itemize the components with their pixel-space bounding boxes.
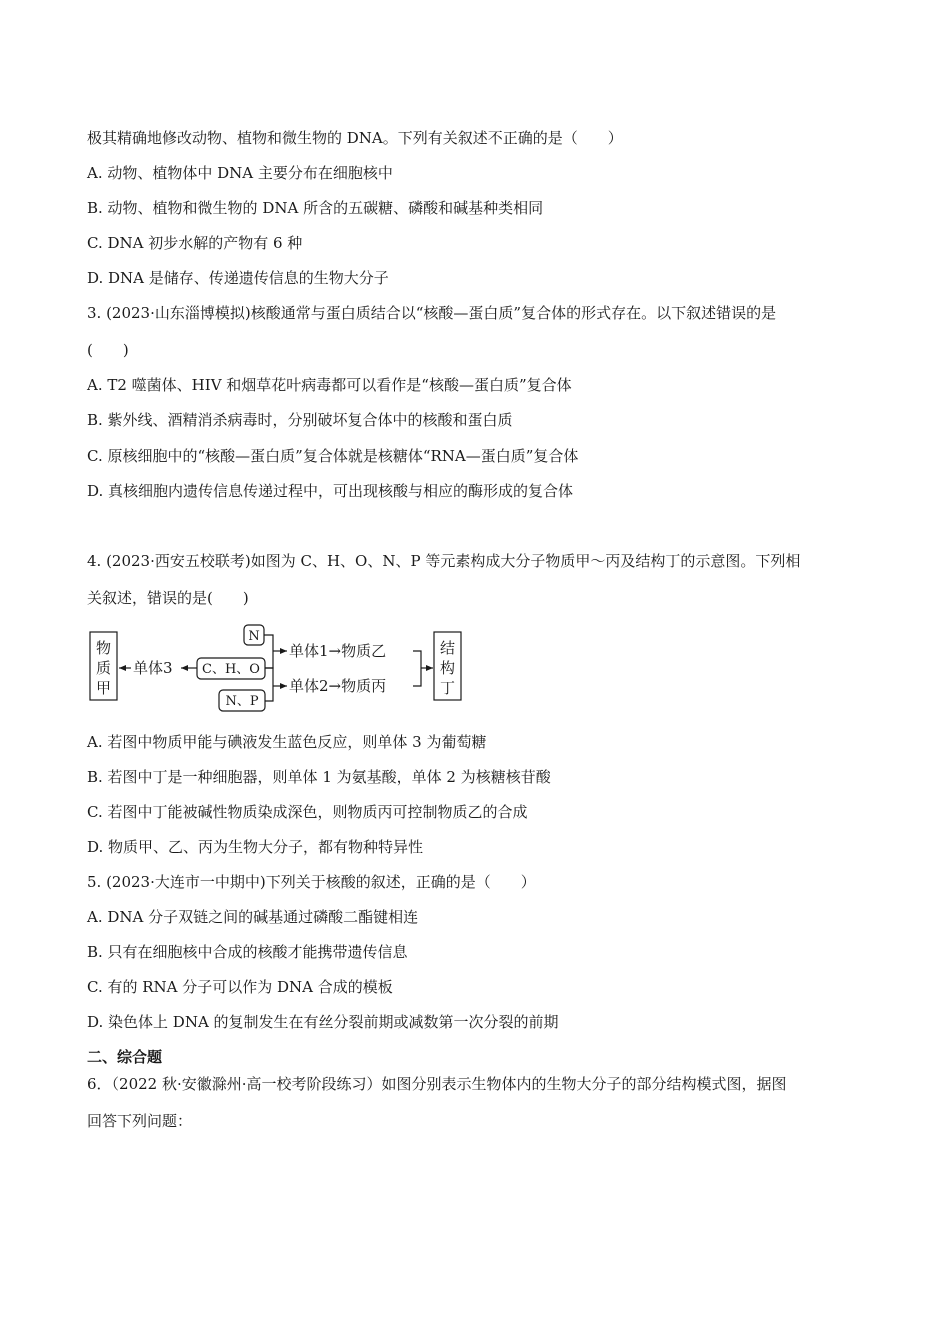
label-row2: 单体2→物质丙 (289, 677, 387, 695)
label-cho: C、H、O (202, 662, 260, 677)
q5-option-a: A. DNA 分子双链之间的碱基通过磷酸二酯键相连 (87, 908, 419, 926)
q2-option-d: D. DNA 是储存、传递遗传信息的生物大分子 (87, 269, 389, 287)
q3-option-b: B. 紫外线、酒精消杀病毒时，分别破坏复合体中的核酸和蛋白质 (87, 411, 513, 429)
q2-option-b: B. 动物、植物和微生物的 DNA 所含的五碳糖、磷酸和碱基种类相同 (87, 199, 544, 217)
q6-stem-line1: 6．（2022 秋·安徽滁州·高一校考阶段练习）如图分别表示生物体内的生物大分子的部分结构模式图，据图 (87, 1075, 787, 1093)
q4-stem-line1: 4. (2023·西安五校联考)如图为 C、H、O、N、P 等元素构成大分子物质甲～丙及结构丁的示意图。下列相 (87, 552, 801, 570)
bracket-right (413, 651, 421, 686)
box-jia-char-3: 甲 (95, 679, 112, 697)
q2-option-a: A. 动物、植物体中 DNA 主要分布在细胞核中 (87, 164, 393, 182)
element-composition-diagram (87, 622, 467, 714)
q5-option-c: C. 有的 RNA 分子可以作为 DNA 合成的模板 (87, 978, 393, 996)
q5-stem: 5. (2023·大连市一中期中)下列关于核酸的叙述，正确的是（ ） (87, 873, 536, 891)
q4-stem-line2: 关叙述，错误的是( ) (87, 589, 249, 607)
q5-option-b: B. 只有在细胞核中合成的核酸才能携带遗传信息 (87, 943, 408, 961)
label-n: N (248, 629, 260, 644)
q3-option-d: D. 真核细胞内遗传信息传递过程中，可出现核酸与相应的酶形成的复合体 (87, 482, 574, 500)
q2-option-c: C. DNA 初步水解的产物有 6 种 (87, 234, 303, 252)
section-heading-2: 二、综合题 (87, 1048, 163, 1066)
box-jia-char-1: 物 (95, 639, 112, 657)
box-ding-char-2: 构 (439, 659, 456, 677)
box-ding-char-1: 结 (439, 639, 456, 657)
q3-option-a: A. T2 噬菌体、HIV 和烟草花叶病毒都可以看作是“核酸—蛋白质”复合体 (87, 376, 572, 394)
q3-option-c: C. 原核细胞中的“核酸—蛋白质”复合体就是核糖体“RNA—蛋白质”复合体 (87, 447, 579, 465)
q4-option-d: D. 物质甲、乙、丙为生物大分子，都有物种特异性 (87, 838, 424, 856)
q4-option-c: C. 若图中丁能被碱性物质染成深色，则物质丙可控制物质乙的合成 (87, 803, 528, 821)
intro-tail: 极其精确地修改动物、植物和微生物的 DNA。下列有关叙述不正确的是（ ） (87, 129, 623, 147)
label-row1: 单体1→物质乙 (289, 642, 387, 660)
box-jia-char-2: 质 (95, 659, 112, 677)
q6-stem-line2: 回答下列问题： (87, 1112, 193, 1130)
label-danti3: 单体3 (133, 659, 173, 677)
label-np: N、P (225, 694, 259, 709)
q5-option-d: D. 染色体上 DNA 的复制发生在有丝分裂前期或减数第一次分裂的前期 (87, 1013, 559, 1031)
q4-option-a: A. 若图中物质甲能与碘液发生蓝色反应，则单体 3 为葡萄糖 (87, 733, 487, 751)
q4-option-b: B. 若图中丁是一种细胞器，则单体 1 为氨基酸，单体 2 为核糖核苷酸 (87, 768, 551, 786)
box-ding-char-3: 丁 (439, 679, 456, 697)
q3-stem-line1: 3. (2023·山东淄博模拟)核酸通常与蛋白质结合以“核酸—蛋白质”复合体的形式存在。以下叙述错误的是 (87, 304, 777, 322)
q3-stem-line2: ( ) (87, 341, 129, 359)
bracket-lower (265, 668, 273, 701)
